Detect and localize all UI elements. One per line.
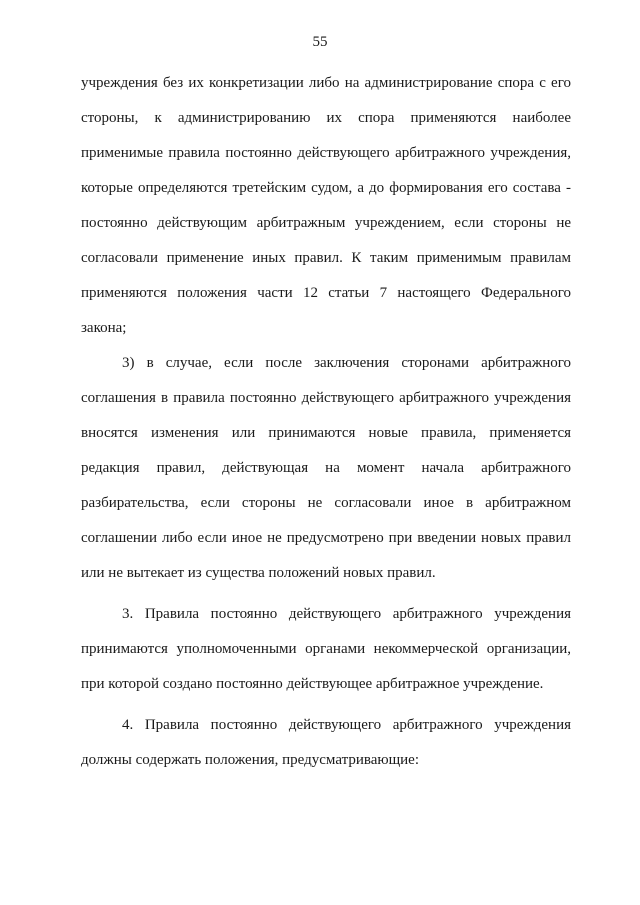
paragraph-clause-4: 4. Правила постоянно действующего арбитражного учреждения должны содержать положения, предусматривающие: [81,717,571,768]
paragraph-clause-3: 3. Правила постоянно действующего арбитражного учреждения принимаются уполномоченными органами некоммерческой организации, при которой создано постоянно действующее арбитражное учреждение. [81,606,571,692]
document-body [81,66,571,778]
page-number: 55 [312,34,328,50]
paragraph-continuation: учреждения без их конкретизации либо на администрирование спора с его стороны, к администрированию их спора применяются наиболее применимые правила постоянно действующего арбитражного учреждения, которые определяются третейским судом, а до формирования его состава - постоянно действующим арбитражным учреждением, если стороны не согласовали применение иных правил. К таким применимым правилам применяются положения части 12 статьи 7 настоящего Федерального закона; [81,75,571,336]
paragraph-item-3: 3) в случае, если после заключения сторонами арбитражного соглашения в правила постоянно действующего арбитражного учреждения вносятся изменения или принимаются новые правила, применяется редакция правил, действующая на момент начала арбитражного разбирательства, если стороны не согласовали иное в арбитражном соглашении либо если иное не предусмотрено при введении новых правил или не вытекает из существа положений новых правил. [81,355,571,581]
